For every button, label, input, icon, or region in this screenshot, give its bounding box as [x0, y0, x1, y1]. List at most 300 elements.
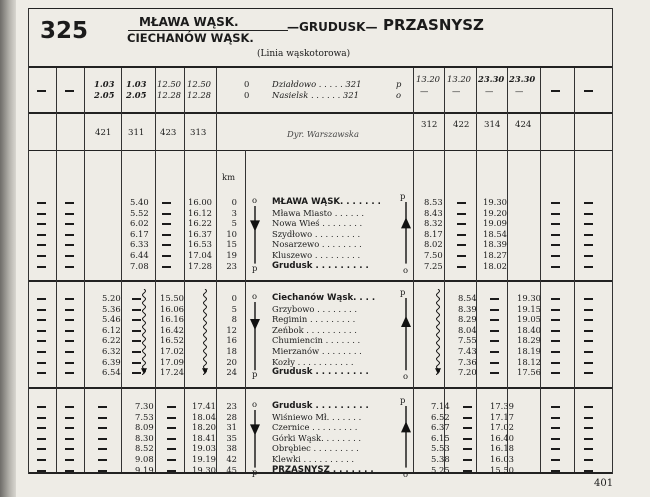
time-right-a: 8.53	[424, 197, 443, 207]
no-service-dash	[65, 470, 74, 472]
no-service-dash	[551, 223, 560, 225]
km-value: 35	[226, 432, 237, 443]
direction-mark-bottom: p	[252, 466, 258, 477]
conn-left-2-b: 2.05	[126, 90, 147, 100]
no-service-dash	[65, 459, 74, 461]
station-name: PRZASNYSZ . . . . . . .	[272, 464, 374, 475]
no-service-dash	[490, 351, 499, 353]
no-service-dash	[463, 438, 472, 440]
no-service-dash	[65, 213, 74, 215]
time-right-b: 18.39	[483, 239, 507, 250]
time-right-a: 7.36	[458, 356, 477, 367]
no-service-dash	[65, 340, 74, 342]
km-value: 31	[226, 422, 237, 433]
time-left-b: 17.24	[160, 367, 184, 378]
time-right-a: 8.04	[458, 324, 477, 335]
no-service-dash	[457, 213, 466, 215]
no-service-dash	[37, 372, 46, 374]
no-service-dash	[457, 244, 466, 246]
time-left-a: 9.19	[135, 464, 154, 475]
conn-station-2: Nasielsk . . . . . . 321	[272, 90, 359, 100]
no-service-dash	[584, 362, 593, 364]
time-left-a: 5.20	[102, 293, 121, 303]
no-service-dash	[584, 351, 593, 353]
station-name: Zeńbok . . . . . . . . . .	[272, 324, 357, 335]
conn-mark-2: o	[396, 90, 402, 100]
km-value: 5	[231, 218, 237, 229]
directorate-label: Dyr. Warszawska	[287, 129, 359, 139]
time-left-a: 6.54	[102, 367, 121, 378]
no-service-dash	[584, 266, 593, 268]
no-service-dash	[463, 406, 472, 408]
time-left-b: 17.28	[188, 260, 212, 271]
return-mark-top: p	[400, 395, 406, 405]
train-no-right-3: 314	[484, 120, 501, 130]
book-binding	[0, 0, 16, 497]
km-value: 18	[226, 346, 237, 356]
no-service-dash	[463, 417, 472, 419]
return-mark-top: p	[400, 191, 406, 201]
time-right-b: 16.03	[490, 454, 514, 464]
time-left-b: 16.52	[160, 335, 184, 346]
no-service-dash	[490, 319, 499, 321]
no-service-dash	[551, 340, 560, 342]
down-arrow	[250, 410, 260, 468]
train-no-left-2: 311	[128, 128, 145, 138]
no-service-dash	[551, 470, 560, 472]
return-mark-bottom: o	[403, 371, 409, 382]
page-number: 401	[594, 478, 614, 489]
train-no-right-2: 422	[453, 120, 470, 130]
time-right-a: 6.37	[431, 422, 450, 433]
conn-right-4-a: 23.30	[509, 74, 536, 84]
station-name: Grudusk . . . . . . . . .	[272, 260, 369, 271]
km-value: 20	[226, 356, 237, 367]
no-service-dash	[457, 223, 466, 225]
conn-km-2: 0	[244, 90, 250, 100]
time-left-a: 6.32	[102, 346, 121, 356]
time-left-a: 5.46	[102, 314, 121, 325]
km-value: 42	[226, 454, 237, 464]
station-name: Grudusk . . . . . . . . .	[272, 401, 369, 411]
time-left-a: 9.08	[135, 454, 154, 464]
time-left-b: 19.19	[192, 454, 216, 464]
time-right-b: 15.50	[490, 464, 514, 475]
route-middle: —GRUDUSK—	[287, 20, 378, 34]
no-service-dash	[98, 470, 107, 472]
km-value: 15	[226, 239, 237, 250]
no-service-dash	[65, 234, 74, 236]
no-service-dash	[551, 459, 560, 461]
no-service-dash	[463, 448, 472, 450]
time-right-a: 7.55	[458, 335, 477, 346]
no-service-dash	[37, 470, 46, 472]
direction-mark-top: o	[252, 291, 258, 301]
time-left-b: 17.09	[160, 356, 184, 367]
time-right-a: 8.29	[458, 314, 477, 325]
time-right-b: 19.09	[483, 218, 507, 229]
no-service-dash	[65, 266, 74, 268]
time-right-b: 18.40	[517, 324, 541, 335]
no-service-dash	[65, 372, 74, 374]
station-name: Nowa Wieś . . . . . . . .	[272, 218, 363, 229]
no-service-dash	[490, 330, 499, 332]
time-left-a: 5.40	[130, 197, 149, 207]
time-right-b: 18.02	[483, 260, 507, 271]
direction-mark-top: o	[252, 399, 258, 409]
no-service-dash	[584, 319, 593, 321]
no-service-dash	[65, 244, 74, 246]
train-no-right-1: 312	[421, 120, 438, 130]
time-left-b: 16.06	[160, 303, 184, 314]
no-service-dash	[162, 234, 171, 236]
km-value: 8	[231, 314, 237, 325]
time-left-b: 16.22	[188, 218, 212, 229]
no-service-dash	[551, 234, 560, 236]
station-name: Kozły . . . . . . . . . . .	[272, 356, 354, 367]
no-service-dash	[551, 213, 560, 215]
no-service-dash	[65, 223, 74, 225]
no-service-dash	[584, 459, 593, 461]
no-service-dash	[65, 427, 74, 429]
time-left-a: 7.08	[130, 260, 149, 271]
time-right-a: 8.32	[424, 218, 443, 229]
time-right-a: 6.15	[431, 432, 450, 443]
time-right-a: 5.38	[431, 454, 450, 464]
time-left-b: 17.41	[192, 401, 216, 411]
no-service-dash	[167, 470, 176, 472]
no-service-dash	[551, 448, 560, 450]
no-service-dash	[167, 427, 176, 429]
no-service-dash	[463, 427, 472, 429]
time-right-a: 8.02	[424, 239, 443, 250]
time-left-b: 18.20	[192, 422, 216, 433]
time-right-a: 7.14	[431, 401, 450, 411]
station-name: Mierzanów . . . . . . . .	[272, 346, 362, 356]
conn-right-2-b: —	[452, 86, 461, 96]
no-service-dash	[551, 362, 560, 364]
conn-km-1: 0	[244, 79, 250, 89]
no-service-dash	[37, 340, 46, 342]
no-service-dash	[490, 362, 499, 364]
conn-right-4-b: —	[515, 86, 524, 96]
time-right-b: 19.30	[517, 293, 541, 303]
no-service-dash	[490, 372, 499, 374]
km-value: 12	[226, 324, 237, 335]
conn-left-1-b: 2.05	[94, 90, 115, 100]
route-destination: PRZASNYSZ	[383, 16, 484, 34]
station-name: MŁAWA WĄSK. . . . . . .	[272, 197, 381, 207]
conn-mark-1: p	[396, 79, 402, 89]
time-right-b: 18.54	[483, 228, 507, 239]
no-service-dash	[490, 309, 499, 311]
no-service-dash	[162, 266, 171, 268]
no-service-dash	[162, 202, 171, 204]
time-right-a: 6.52	[431, 411, 450, 422]
conn-right-1-a: 13.20	[416, 74, 440, 84]
time-left-b: 17.02	[160, 346, 184, 356]
time-left-a: 5.36	[102, 303, 121, 314]
km-value: 5	[231, 303, 237, 314]
time-left-b: 16.53	[188, 239, 212, 250]
train-no-left-4: 313	[190, 128, 207, 138]
no-service-dash	[37, 319, 46, 321]
up-arrow	[401, 202, 411, 264]
through-train-line	[201, 289, 209, 375]
no-service-dash	[457, 234, 466, 236]
no-service-dash	[98, 427, 107, 429]
no-service-dash	[37, 255, 46, 257]
return-mark-bottom: o	[403, 264, 409, 275]
time-left-b: 19.30	[192, 464, 216, 475]
no-service-dash	[584, 448, 593, 450]
no-service-dash	[457, 255, 466, 257]
no-service-dash	[65, 417, 74, 419]
time-right-b: 18.19	[517, 346, 541, 356]
km-value: 3	[231, 207, 237, 218]
no-service-dash	[65, 255, 74, 257]
no-service-dash	[37, 223, 46, 225]
time-left-b: 16.12	[188, 207, 212, 218]
conn-right-3-b: —	[485, 86, 494, 96]
no-service-dash	[162, 244, 171, 246]
time-right-b: 18.27	[483, 250, 507, 260]
time-right-b: 16.40	[490, 432, 514, 443]
time-right-a: 7.20	[458, 367, 477, 378]
no-service-dash	[584, 470, 593, 472]
no-service-dash	[167, 438, 176, 440]
no-service-dash	[551, 202, 560, 204]
station-name: Górki Wąsk. . . . . . . .	[272, 432, 362, 443]
station-name: Mława Miasto . . . . . .	[272, 207, 365, 218]
time-right-a: 7.25	[424, 260, 443, 271]
no-service-dash	[37, 351, 46, 353]
no-service-dash	[37, 244, 46, 246]
km-value: 19	[226, 250, 237, 260]
table-number: 325	[40, 18, 89, 44]
time-left-a: 6.39	[102, 356, 121, 367]
no-service-dash	[167, 459, 176, 461]
conn-right-2-a: 13.20	[447, 74, 471, 84]
station-name: Nosarzewo . . . . . . . .	[272, 239, 362, 250]
time-right-b: 18.29	[517, 335, 541, 346]
no-service-dash	[162, 223, 171, 225]
station-name: Kluszewo . . . . . . . . .	[272, 250, 361, 260]
route-origin-2: CIECHANÓW WĄSK.	[127, 31, 254, 45]
conn-station-1: Działdowo . . . . . 321	[272, 79, 362, 89]
no-service-dash	[551, 438, 560, 440]
conn-left-2-a: 1.03	[126, 79, 147, 89]
no-service-dash	[551, 427, 560, 429]
time-right-b: 17.39	[490, 401, 514, 411]
no-service-dash	[65, 319, 74, 321]
no-service-dash	[551, 406, 560, 408]
km-value: 28	[226, 411, 237, 422]
no-service-dash	[98, 459, 107, 461]
no-service-dash	[584, 406, 593, 408]
time-right-a: 5.25	[431, 464, 450, 475]
no-service-dash	[551, 309, 560, 311]
no-service-dash	[167, 417, 176, 419]
no-service-dash	[37, 427, 46, 429]
conn-left-4-b: 12.28	[187, 90, 211, 100]
no-service-dash	[551, 319, 560, 321]
no-service-dash	[551, 255, 560, 257]
station-name: Grzybowo . . . . . . . .	[272, 303, 358, 314]
no-service-dash	[584, 213, 593, 215]
km-value: 0	[231, 197, 237, 207]
km-value: 45	[226, 464, 237, 475]
no-service-dash	[584, 372, 593, 374]
time-left-a: 8.30	[135, 432, 154, 443]
km-value: 24	[226, 367, 237, 378]
no-service-dash	[37, 448, 46, 450]
no-service-dash	[551, 351, 560, 353]
km-value: 23	[226, 401, 237, 411]
no-service-dash	[584, 309, 593, 311]
time-left-b: 16.16	[160, 314, 184, 325]
no-service-dash	[37, 298, 46, 300]
no-service-dash	[37, 438, 46, 440]
time-left-a: 8.52	[135, 443, 154, 454]
no-service-dash	[584, 330, 593, 332]
km-value: 10	[226, 228, 237, 239]
time-right-a: 8.39	[458, 303, 477, 314]
time-right-b: 19.30	[483, 197, 507, 207]
no-service-dash	[37, 213, 46, 215]
time-left-a: 6.17	[130, 228, 149, 239]
no-service-dash	[463, 470, 472, 472]
time-left-a: 7.30	[135, 401, 154, 411]
train-no-right-4: 424	[515, 120, 532, 130]
km-value: 23	[226, 260, 237, 271]
time-right-a: 5.53	[431, 443, 450, 454]
no-service-dash	[551, 417, 560, 419]
up-arrow	[401, 298, 411, 370]
no-service-dash	[98, 406, 107, 408]
direction-mark-bottom: p	[252, 369, 258, 380]
km-value: 16	[226, 335, 237, 346]
station-name: Obrębiec . . . . . . . . .	[272, 443, 359, 454]
time-right-a: 7.50	[424, 250, 443, 260]
no-service-dash	[551, 298, 560, 300]
no-service-dash	[551, 244, 560, 246]
time-left-b: 16.42	[160, 324, 184, 335]
up-arrow	[401, 406, 411, 468]
no-service-dash	[37, 266, 46, 268]
no-service-dash	[551, 266, 560, 268]
time-left-a: 6.02	[130, 218, 149, 229]
no-service-dash	[37, 417, 46, 419]
no-service-dash	[584, 298, 593, 300]
no-service-dash	[37, 234, 46, 236]
time-left-b: 18.41	[192, 432, 216, 443]
no-service-dash	[65, 309, 74, 311]
no-service-dash	[584, 427, 593, 429]
down-arrow	[250, 302, 260, 370]
time-left-b: 18.04	[192, 411, 216, 422]
no-service-dash	[65, 406, 74, 408]
time-right-a: 7.43	[458, 346, 477, 356]
no-service-dash	[37, 202, 46, 204]
no-service-dash	[37, 406, 46, 408]
km-value: 38	[226, 443, 237, 454]
time-left-a: 8.09	[135, 422, 154, 433]
no-service-dash	[490, 340, 499, 342]
no-service-dash	[490, 298, 499, 300]
station-name: Chumiencin . . . . . . .	[272, 335, 361, 346]
station-name: Ciechanów Wąsk. . . .	[272, 293, 376, 303]
no-service-dash	[457, 266, 466, 268]
no-service-dash	[98, 438, 107, 440]
station-name: Czernice . . . . . . . . .	[272, 422, 358, 433]
conn-left-1-a: 1.03	[94, 79, 115, 89]
no-service-dash	[584, 340, 593, 342]
time-left-b: 17.04	[188, 250, 212, 260]
return-mark-top: p	[400, 287, 406, 297]
time-left-a: 5.52	[130, 207, 149, 218]
no-service-dash	[584, 438, 593, 440]
time-right-b: 16.18	[490, 443, 514, 454]
conn-right-1-b: —	[420, 86, 429, 96]
station-name: Klewki . . . . . . . . . .	[272, 454, 355, 464]
no-service-dash	[98, 448, 107, 450]
no-service-dash	[65, 298, 74, 300]
no-service-dash	[167, 406, 176, 408]
direction-mark-bottom: p	[252, 262, 258, 273]
route-subtitle: (Linia wąskotorowa)	[257, 49, 351, 59]
no-service-dash	[167, 448, 176, 450]
no-service-dash	[584, 223, 593, 225]
time-left-a: 6.22	[102, 335, 121, 346]
train-no-left-1: 421	[95, 128, 112, 138]
no-service-dash	[584, 255, 593, 257]
no-service-dash	[551, 372, 560, 374]
no-service-dash	[65, 362, 74, 364]
station-name: Szydłowo . . . . . . . . .	[272, 228, 361, 239]
no-service-dash	[37, 362, 46, 364]
no-service-dash	[584, 417, 593, 419]
no-service-dash	[584, 234, 593, 236]
no-service-dash	[65, 330, 74, 332]
train-no-left-3: 423	[160, 128, 177, 138]
no-service-dash	[457, 202, 466, 204]
no-service-dash	[584, 202, 593, 204]
time-right-b: 17.17	[490, 411, 514, 422]
time-right-b: 19.05	[517, 314, 541, 325]
time-right-a: 8.54	[458, 293, 477, 303]
no-service-dash	[37, 309, 46, 311]
no-service-dash	[584, 244, 593, 246]
time-right-b: 18.12	[517, 356, 541, 367]
no-service-dash	[37, 459, 46, 461]
time-left-a: 6.44	[130, 250, 149, 260]
time-right-b: 17.02	[490, 422, 514, 433]
no-service-dash	[65, 448, 74, 450]
route-origin-1: MŁAWA WĄSK.	[139, 15, 239, 29]
time-left-a: 6.12	[102, 324, 121, 335]
time-right-b: 19.20	[483, 207, 507, 218]
km-value: 0	[231, 293, 237, 303]
no-service-dash	[162, 213, 171, 215]
time-right-b: 17.56	[517, 367, 541, 378]
time-right-b: 19.15	[517, 303, 541, 314]
time-left-a: 6.33	[130, 239, 149, 250]
km-header: km	[222, 172, 236, 182]
return-mark-bottom: o	[403, 468, 409, 479]
time-left-b: 16.37	[188, 228, 212, 239]
conn-right-3-a: 23.30	[478, 74, 505, 84]
